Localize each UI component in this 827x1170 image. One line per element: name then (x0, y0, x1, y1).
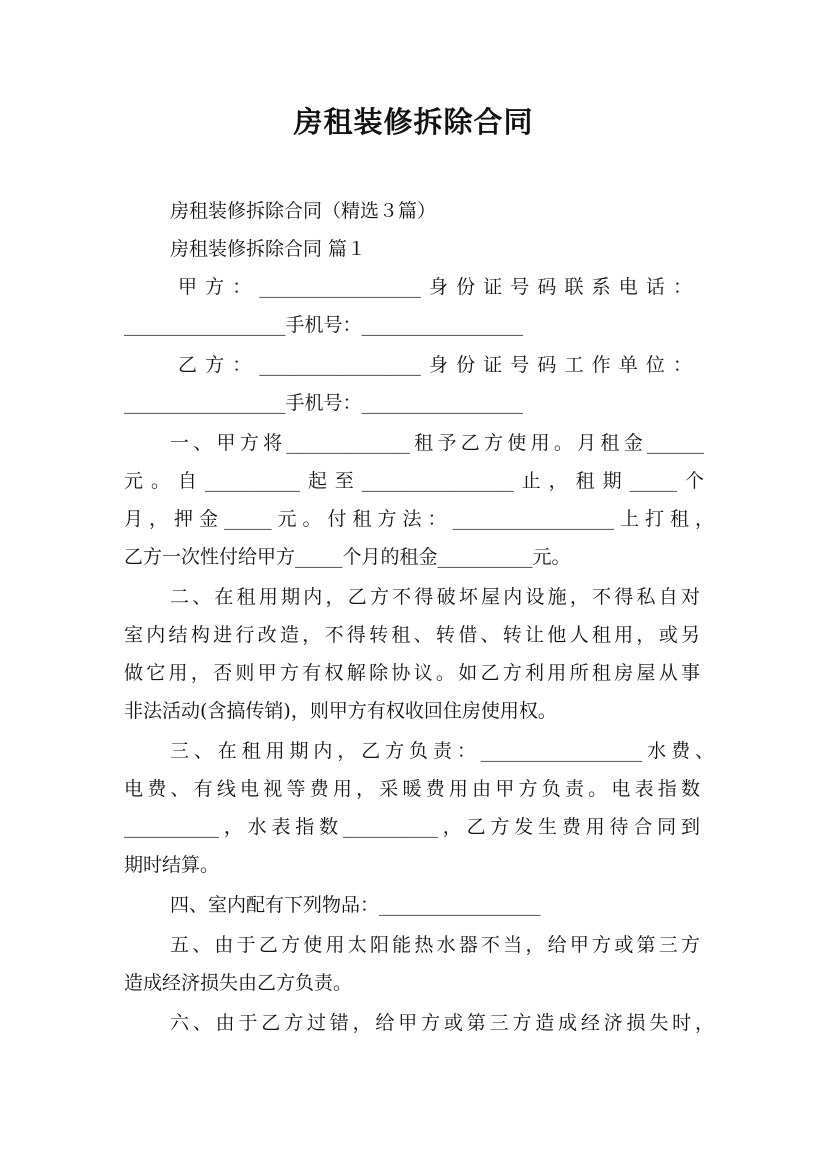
clause-3-line-2: 电费、有线电视等费用，采暖费用由甲方负责。电表指数 (124, 778, 700, 800)
clause-3-line-3: __________，水表指数__________，乙方发生费用待合同到 (124, 816, 700, 838)
subtitle-line: 房租装修拆除合同（精选３篇） (170, 200, 437, 222)
document-title: 房租装修拆除合同 (293, 105, 534, 139)
party-a-phone-line: _________________手机号：_________________ (124, 314, 524, 336)
clause-5-line-1: 五、由于乙方使用太阳能热水器不当，给甲方或第三方 (170, 934, 700, 956)
clause-1-line-1: 一、甲方将_____________租予乙方使用。月租金______ (170, 432, 704, 454)
clause-2-line-3: 做它用，否则甲方有权解除协议。如乙方利用所租房屋从事 (124, 662, 700, 684)
party-a-line: 甲方：_________________身份证号码联系电话： (178, 276, 692, 298)
party-b-phone-line: _________________手机号：_________________ (124, 392, 524, 414)
clause-2-line-4: 非法活动(含搞传销)，则甲方有权收回住房使用权。 (124, 700, 557, 722)
party-b-line: 乙方：_________________身份证号码工作单位： (178, 354, 692, 376)
clause-4-line-1: 四、室内配有下列物品：_________________ (170, 894, 541, 916)
clause-1-line-3: 月，押金_____元。付租方法：_________________上打租， (124, 508, 714, 530)
clause-6-line-1: 六、由于乙方过错，给甲方或第三方造成经济损失时， (170, 1012, 714, 1034)
clause-1-line-2: 元。自__________起至________________止，租期_____个 (124, 470, 704, 492)
section-heading-line: 房租装修拆除合同 篇１ (170, 238, 367, 260)
clause-5-line-2: 造成经济损失由乙方负责。 (124, 972, 353, 994)
clause-1-line-4: 乙方一次性付给甲方_____个月的租金__________元。 (124, 546, 571, 568)
clause-3-line-1: 三、在租用期内，乙方负责：_________________水费、 (170, 740, 714, 762)
clause-3-line-4: 期时结算。 (124, 854, 220, 876)
clause-2-line-1: 二、在租用期内，乙方不得破坏屋内设施，不得私自对 (170, 586, 700, 608)
clause-2-line-2: 室内结构进行改造，不得转租、转借、转让他人租用，或另 (124, 624, 700, 646)
